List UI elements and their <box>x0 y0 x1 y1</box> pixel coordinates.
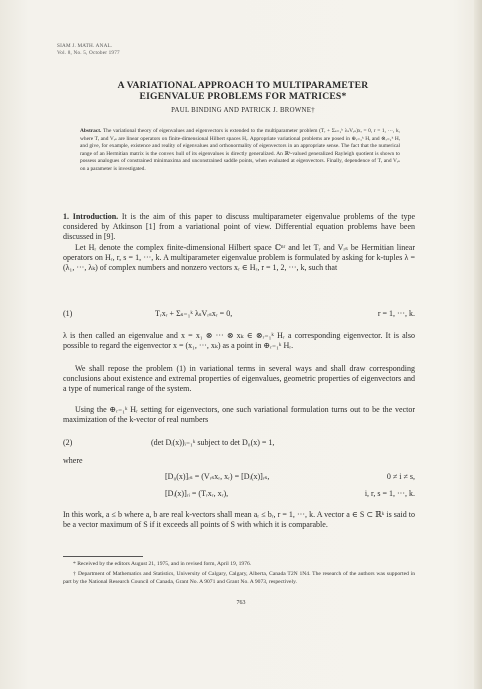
paragraph-5: Using the ⊕ᵣ₌₁ᵏ Hᵣ setting for eigenvectors, one such variational formulation turns out to be the vector maximization of the k-vector of real numbers <box>63 405 415 425</box>
equation-number: (1) <box>63 309 73 318</box>
journal-name: SIAM J. MATH. ANAL. <box>57 43 113 49</box>
abstract-text: The variational theory of eigenvalues and eigenvectors is extended to the multiparameter problem (Tᵣ + Σₛ₌₁ᵏ λₛVᵣₛ)xᵣ = 0, r = 1, ···, k, where Tᵣ and Vᵣₛ are linear operators on finite-dimensional Hilbert spaces Hᵣ. Appropriate variational problems are posed in ⊕ᵣ₌₁ᵏ Hᵣ and ⊗ᵣ₌₁ᵏ Hᵣ and give, for example, existence and reality of eigenvalues and orthonormality of eigenvectors in an appropriate sense. The fact that the numerical range of an Hermitian matrix is the convex hull of its eigenvalues is directly generalized. An ℝᵏ-valued generalized Rayleigh quotient is shown to possess analogues of constrained minimaxima and unconstrained saddle points, when evaluated at eigenvectors. Finally, dependence of Tᵣ and Vᵣₛ on a parameter is investigated. <box>80 128 400 172</box>
footnote-affiliation: † Department of Mathematics and Statistics, University of Calgary, Calgary, Alberta, Canada T2N 1N4. The research of the authors was supported in part by the National Research Council of Canada, Grant No. A 9071 and Grant No. A 9073, respectively. <box>63 571 415 585</box>
title-line-2: EIGENVALUE PROBLEMS FOR MATRICES* <box>139 91 347 102</box>
equation-1 <box>63 309 415 320</box>
journal-header <box>57 43 120 57</box>
footnote-rule <box>63 556 143 557</box>
equation-body: [Dᵢ(x)]ᵣᵢ = (Tᵣxᵣ, xᵣ), <box>165 489 229 498</box>
paragraph-6: In this work, a ≤ b where a, b are real k-vectors shall mean aᵣ ≤ bᵣ, r = 1, ···, k. A vector a ∈ S ⊂ ℝᵏ is said to be a vector maximum of S if it exceeds all points of S with which it is comparable. <box>63 510 415 530</box>
equation-condition: 0 ≠ i ≠ s, <box>386 472 415 481</box>
where-label: where <box>63 456 83 465</box>
paragraph-2: Let Hᵣ denote the complex finite-dimensional Hilbert space ℂⁿʳ and let Tᵣ and Vᵣₛ be Hermitian linear operators on Hᵣ, r, s = 1, ···, k. A multiparameter eigenvalue problem is formulated by asking for k-tuples λ = (λ₁, ···, λₖ) of complex numbers and nonzero vectors xᵣ ∈ Hᵣ, r = 1, 2, ···, k, such that <box>63 243 415 273</box>
equation-condition: i, r, s = 1, ···, k. <box>364 489 415 498</box>
page-edge <box>474 0 482 689</box>
equation-body: Tᵣxᵣ + Σₛ₌₁ᵏ λₛVᵣₛxᵣ = 0, <box>155 309 233 318</box>
paragraph-3: λ is then called an eigenvalue and x = x₁ ⊗ ··· ⊗ xₖ ∈ ⊗ᵣ₌₁ᵏ Hᵣ a corresponding eigenvector. It is also possible to regard the eigenvector x = (x₁, ···, xₖ) as a point in ⊕ᵣ₌₁ᵏ Hᵣ. <box>63 331 415 351</box>
abstract-label: Abstract. <box>80 128 102 134</box>
paper-title <box>58 80 428 102</box>
paragraph-4: We shall repose the problem (1) in variational terms in several ways and shall draw corresponding conclusions about existence and extremal properties of eigenvalues, geometric properties of eigenvectors and a type of numerical range of the system. <box>63 364 415 394</box>
equation-body: [D₀(x)]ᵣₛ = (Vᵣₛxᵣ, xᵣ) = [Dᵢ(x)]ᵣₛ, <box>165 472 270 481</box>
section-heading: 1. Introduction. <box>63 212 119 221</box>
section-text: It is the aim of this paper to discuss multiparameter eigenvalue problems of the type considered by Atkinson [1] from a variational point of view. Differential equation problems have been discussed in [9]. <box>63 212 415 242</box>
journal-volume: Vol. 8, No. 5, October 1977 <box>57 50 120 56</box>
section-introduction <box>63 212 415 243</box>
equation-number: (2) <box>63 438 73 447</box>
equation-4 <box>63 489 415 500</box>
abstract <box>80 128 400 174</box>
equation-2 <box>63 438 415 449</box>
equation-body: (det Dᵢ(x))ᵢ₌₁ᵏ subject to det D₀(x) = 1, <box>151 438 275 447</box>
page-number: 763 <box>236 600 246 606</box>
equation-range: r = 1, ···, k. <box>377 309 415 318</box>
equation-3 <box>63 472 415 483</box>
footnote-received: * Received by the editors August 21, 1975, and in revised form, April 19, 1976. <box>73 561 252 567</box>
authors: PAUL BINDING AND PATRICK J. BROWNE† <box>171 107 315 114</box>
title-line-1: A VARIATIONAL APPROACH TO MULTIPARAMETER <box>117 80 369 91</box>
